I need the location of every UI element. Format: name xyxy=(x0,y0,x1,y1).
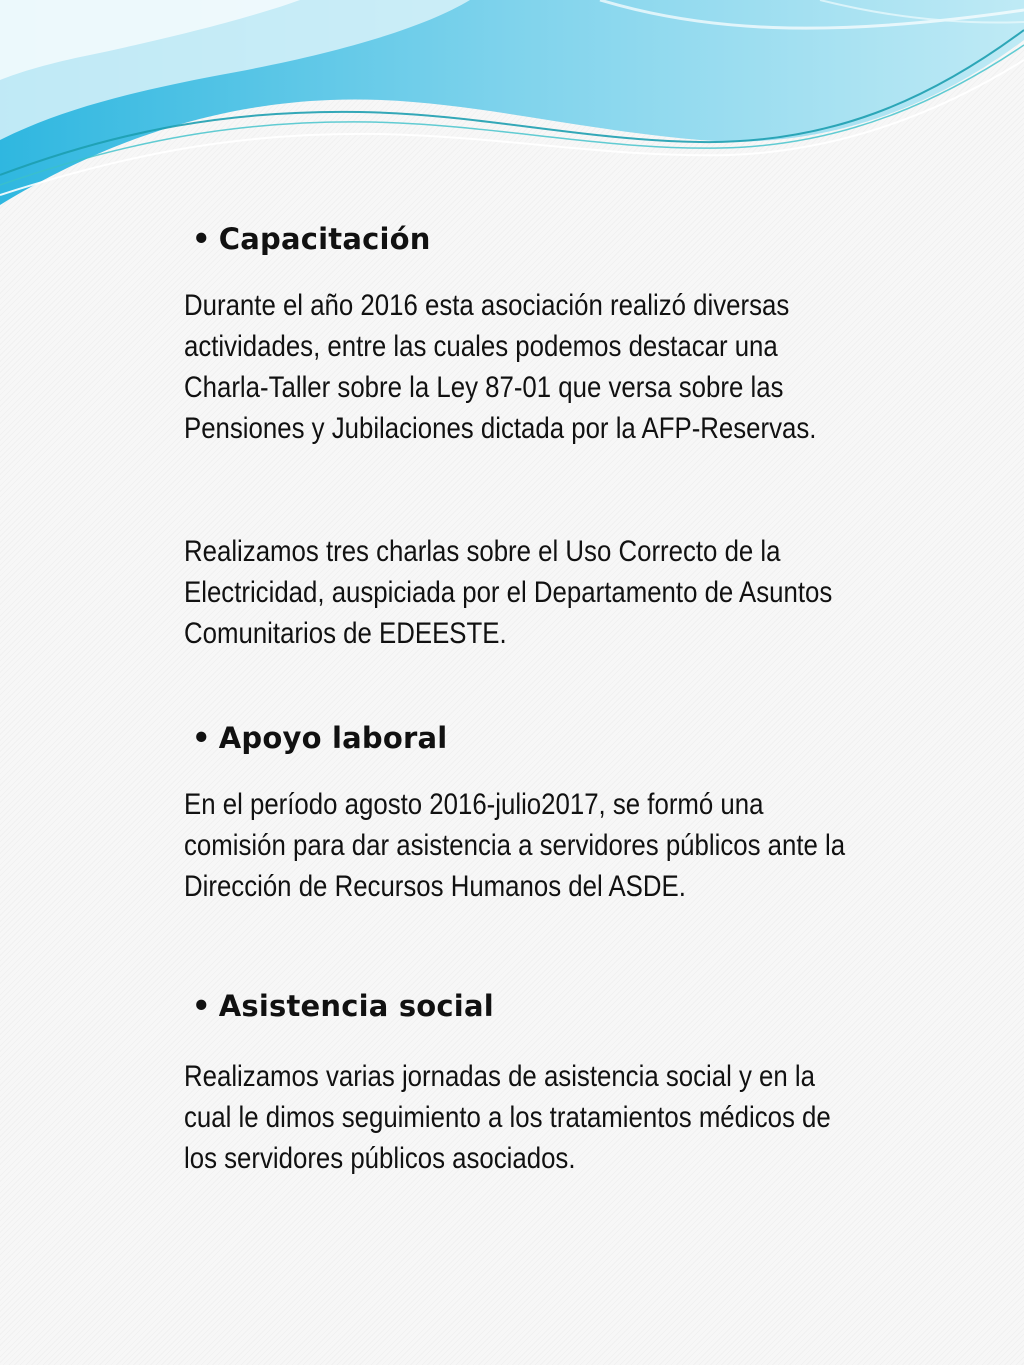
paragraph-asistencia-social: Realizamos varias jornadas de asistencia social y en la cual le dimos seguimiento a los tratamientos médicos de los servidores públicos asociados. xyxy=(184,1060,831,1175)
paragraph-capacitacion-1: Durante el año 2016 esta asociación realizó diversas actividades, entre las cuales podemos destacar una Charla-Taller sobre la Ley 87-01 que versa sobre las Pensiones y Jubilaciones dictada por la AFP-Reservas. xyxy=(184,289,817,445)
section-heading-asistencia-social xyxy=(192,989,494,1023)
paragraph-apoyo-laboral: En el período agosto 2016-julio2017, se formó una comisión para dar asistencia a servidores públicos ante la Dirección de Recursos Humanos del ASDE. xyxy=(184,788,846,903)
section-heading-apoyo-laboral xyxy=(192,721,447,755)
bullet-icon: • xyxy=(192,222,211,256)
bullet-icon: • xyxy=(192,989,211,1023)
paragraph-capacitacion-2: Realizamos tres charlas sobre el Uso Correcto de la Electricidad, auspiciada por el Departamento de Asuntos Comunitarios de EDEESTE. xyxy=(184,535,833,650)
heading-text: Capacitación xyxy=(218,222,431,256)
section-heading-capacitacion xyxy=(192,222,431,256)
heading-text: Apoyo laboral xyxy=(218,721,448,755)
heading-text: Asistencia social xyxy=(218,989,494,1023)
bullet-icon: • xyxy=(192,721,211,755)
